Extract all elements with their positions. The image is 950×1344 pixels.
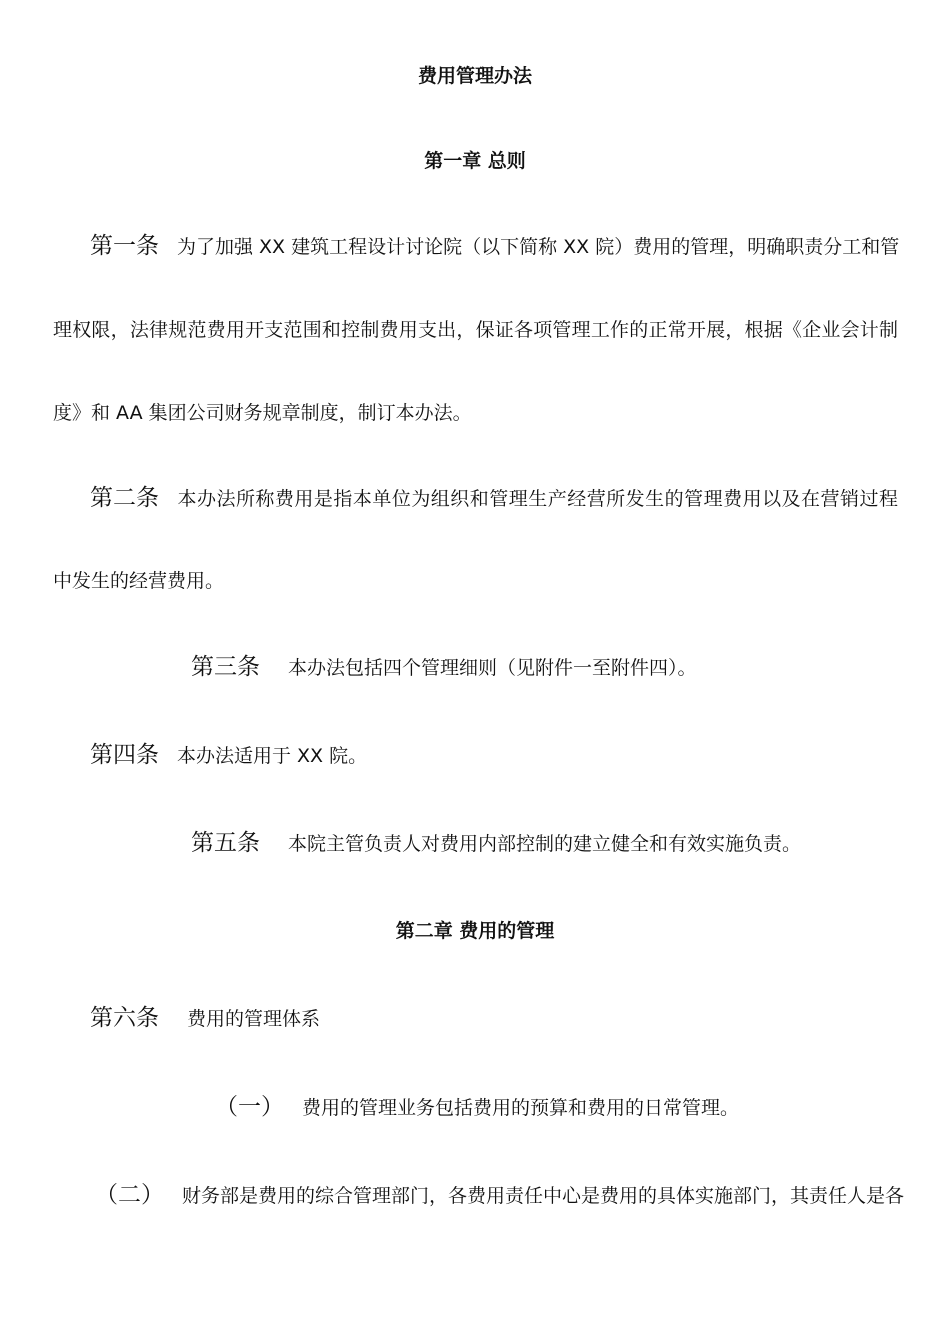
- document-title: 费用管理办法: [417, 65, 532, 87]
- article-6-text: 费用的管理体系: [187, 1008, 321, 1030]
- article-2-line-2: 中发生的经营费用。: [53, 570, 225, 592]
- article-4-label: 第四条: [90, 742, 159, 768]
- article-4-text: 本办法适用于 XX 院。: [177, 745, 368, 767]
- article-3-text: 本办法包括四个管理细则（见附件一至附件四）。: [288, 657, 697, 679]
- article-5-line: [191, 829, 801, 858]
- item-1-text: 费用的管理业务包括费用的预算和费用的日常管理。: [302, 1097, 740, 1119]
- article-1-label: 第一条: [90, 233, 159, 259]
- article-1-text-1: 为了加强 XX 建筑工程设计讨论院（以下简称 XX 院）费用的管理，明确职责分工和管: [177, 236, 900, 258]
- article-1-line-1: [90, 232, 898, 261]
- article-2-label: 第二条: [90, 485, 159, 511]
- article-1-line-3: 度》和 AA 集团公司财务规章制度，制订本办法。: [53, 402, 472, 424]
- article-3-line: [191, 653, 697, 682]
- article-6-item-1: [215, 1093, 739, 1122]
- article-2-line-1: [90, 484, 898, 513]
- article-2-text-1: 本办法所称费用是指本单位为组织和管理生产经营所发生的管理费用以及在营销过程: [177, 488, 898, 510]
- item-1-label: （一）: [215, 1094, 284, 1120]
- article-5-text: 本院主管负责人对费用内部控制的建立健全和有效实施负责。: [288, 833, 802, 855]
- article-6-item-2: [95, 1181, 905, 1210]
- chapter-1-heading: 第一章 总则: [424, 150, 526, 172]
- article-5-label: 第五条: [191, 830, 260, 856]
- article-6-label: 第六条: [90, 1005, 159, 1031]
- article-6-line: [90, 1004, 320, 1033]
- article-1-line-2: 理权限，法律规范费用开支范围和控制费用支出，保证各项管理工作的正常开展，根据《企业会计制: [53, 319, 898, 341]
- article-4-line: [90, 741, 367, 770]
- chapter-2-heading: 第二章 费用的管理: [395, 920, 555, 942]
- item-2-label: （二）: [95, 1182, 164, 1208]
- article-3-label: 第三条: [191, 654, 260, 680]
- item-2-text: 财务部是费用的综合管理部门，各费用责任中心是费用的具体实施部门，其责任人是各: [182, 1185, 905, 1207]
